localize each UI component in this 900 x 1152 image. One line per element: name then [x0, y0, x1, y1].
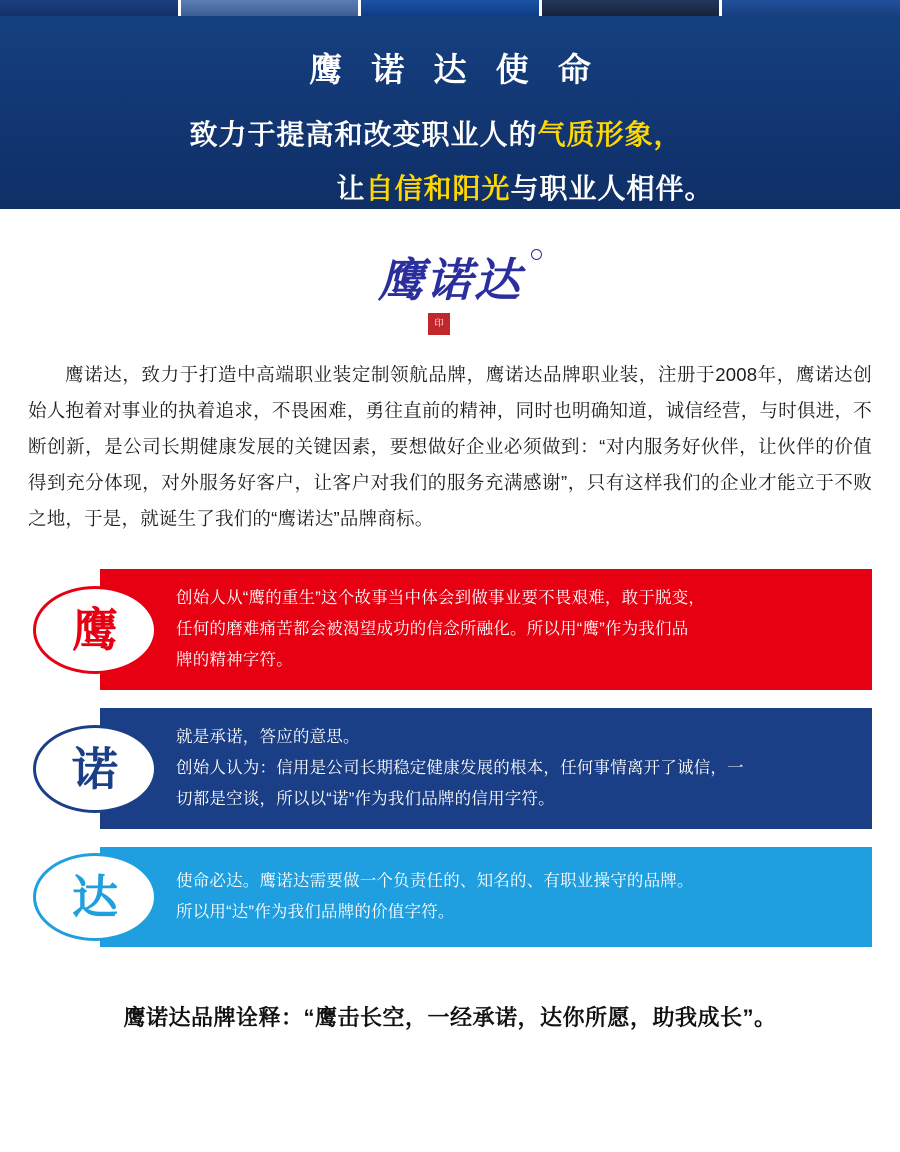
character-body-nuo [100, 708, 872, 829]
photo-thumb-5 [722, 0, 900, 16]
hero-line1-highlight: 气质形象， [537, 119, 683, 150]
hero-banner [0, 16, 900, 209]
character-body-ying [100, 569, 872, 690]
hero-line2-suffix: 与职业人相伴。 [510, 173, 714, 204]
character-body-da [100, 847, 872, 947]
hero-subtitle-line-1 [40, 113, 860, 153]
character-block-da [28, 847, 872, 947]
top-photo-strip [0, 0, 900, 16]
character-badge-label-ying: 鹰 [33, 586, 157, 674]
character-block-ying [28, 569, 872, 690]
hero-line2-prefix: 让 [336, 173, 366, 204]
character-line: 任何的磨难痛苦都会被渴望成功的信念所融化。所以用“鹰”作为我们品 [176, 620, 689, 638]
character-line: 使命必达。鹰诺达需要做一个负责任的、知名的、有职业操守的品牌。 [176, 872, 694, 890]
character-badge-ying [28, 569, 162, 690]
hero-subtitle-line-2 [40, 167, 860, 207]
photo-thumb-1 [0, 0, 181, 16]
character-line: 牌的精神字符。 [176, 651, 293, 669]
character-badge-label-nuo: 诺 [33, 725, 157, 813]
photo-thumb-4 [542, 0, 723, 16]
hero-line1-text: 致力于提高和改变职业人的 [189, 119, 538, 150]
logo-circle-icon [531, 249, 542, 260]
character-block-nuo [28, 708, 872, 829]
logo-wordmark: 鹰诺达 [378, 253, 522, 307]
hero-title: 鹰 诺 达 使 命 [309, 51, 601, 88]
character-badge-label-da: 达 [33, 853, 157, 941]
character-badge-da [28, 847, 162, 947]
hero-line2-highlight: 自信和阳光 [365, 173, 511, 204]
photo-thumb-2 [181, 0, 362, 16]
character-line: 所以用“达”作为我们品牌的价值字符。 [176, 903, 455, 921]
character-line: 创始人从“鹰的重生”这个故事当中体会到做事业要不畏艰难，敢于脱变， [176, 589, 706, 607]
character-badge-nuo [28, 708, 162, 829]
logo-seal-icon: 印 [428, 313, 450, 335]
brand-logo [350, 245, 550, 335]
character-line: 切都是空谈，所以以“诺”作为我们品牌的信用字符。 [176, 790, 555, 808]
character-line: 创始人认为：信用是公司长期稳定健康发展的根本，任何事情离开了诚信，一 [176, 759, 744, 777]
brand-logo-area [0, 209, 900, 349]
brand-character-blocks [0, 537, 900, 947]
closing-statement: 鹰诺达品牌诠释：“鹰击长空，一经承诺，达你所愿，助我成长”。 [123, 1005, 777, 1030]
photo-thumb-3 [361, 0, 542, 16]
intro-paragraph: 鹰诺达，致力于打造中高端职业装定制领航品牌，鹰诺达品牌职业装，注册于2008年，鹰诺达创始人抱着对事业的执着追求，不畏困难，勇往直前的精神，同时也明确知道，诚信经营，与时俱进，不断创新，是公司长期健康发展的关键因素，要想做好企业必须做到：“对内服务好伙伴，让伙伴的价值得到充分体现，对外服务好客户，让客户对我们的服务充满感谢”，只有这样我们的企业才能立于不败之地，于是，就诞生了我们的“鹰诺达”品牌商标。 [28, 364, 872, 529]
character-line: 就是承诺，答应的意思。 [176, 728, 360, 746]
